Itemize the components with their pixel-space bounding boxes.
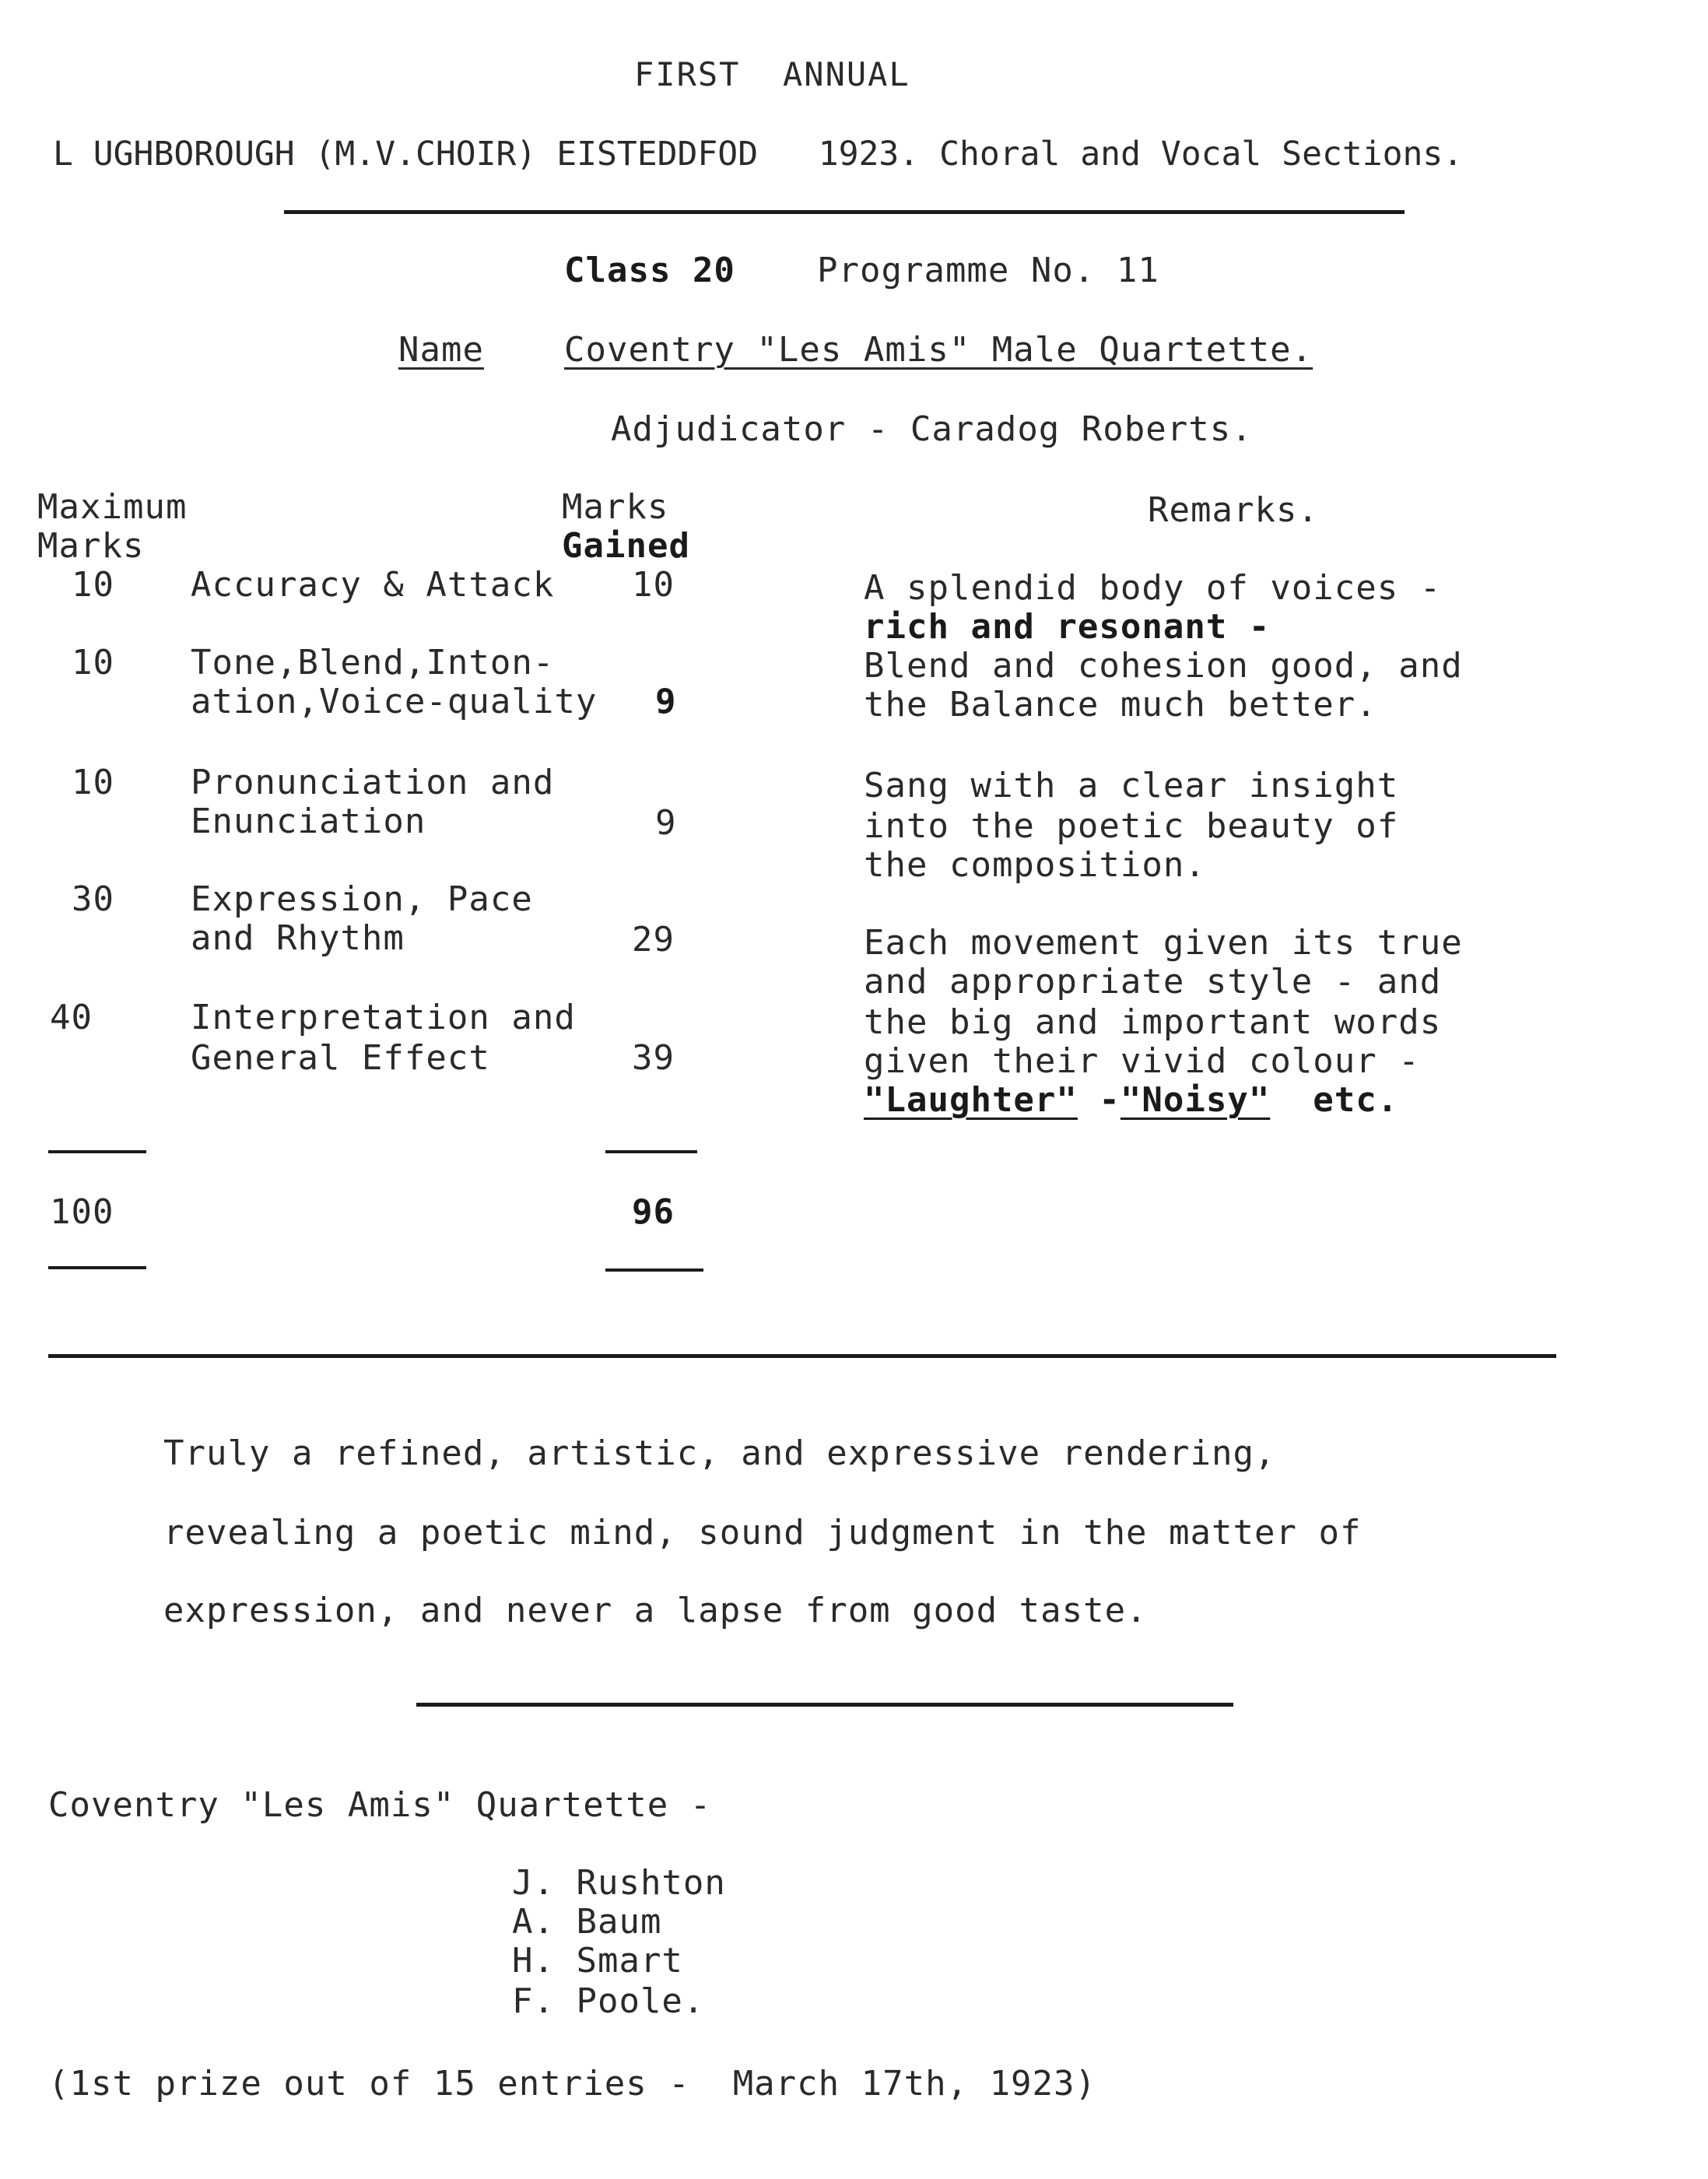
member-3: H. Smart <box>512 1941 683 1981</box>
row1-criterion: Accuracy & Attack <box>191 565 555 605</box>
name-value <box>564 330 1313 370</box>
member-4: F. Poole. <box>512 1981 705 2021</box>
row2-criterion-2: ation,Voice-quality <box>191 682 598 721</box>
member-2: A. Baum <box>512 1902 662 1942</box>
remark-sep: - <box>1077 1080 1121 1120</box>
col-remarks: Remarks. <box>1148 490 1319 530</box>
row2-gained: 9 <box>655 682 677 721</box>
col-maximum-2: Marks <box>37 526 145 566</box>
row3-remark-3: the composition. <box>864 845 1206 885</box>
summary-divider <box>416 1703 1233 1707</box>
row2-max: 10 <box>72 643 114 682</box>
row1-remark-1: A splendid body of voices - <box>864 568 1442 608</box>
header-divider <box>284 210 1405 214</box>
member-1: J. Rushton <box>512 1863 726 1903</box>
total-gained: 96 <box>632 1192 675 1232</box>
summary-line-1: Truly a refined, artistic, and expressive rendering, <box>163 1433 1276 1473</box>
row5-max: 40 <box>50 998 93 1037</box>
total-rule-max-bottom <box>48 1266 146 1269</box>
row1-max: 10 <box>72 565 114 605</box>
col-maximum-1: Maximum <box>37 487 188 527</box>
row3-criterion-1: Pronunciation and <box>191 763 555 802</box>
row5-criterion-2: General Effect <box>191 1038 490 1078</box>
row2-remark-2: the Balance much better. <box>864 685 1377 725</box>
programme-label: Programme No. 11 <box>817 251 1159 290</box>
row4-max: 30 <box>72 879 114 919</box>
col-gained-2: Gained <box>562 526 690 566</box>
summary-line-2: revealing a poetic mind, sound judgment in the matter of <box>163 1513 1362 1553</box>
section-divider <box>48 1354 1556 1358</box>
total-rule-gained-top <box>605 1150 697 1153</box>
name-label <box>398 330 484 370</box>
row1-gained: 10 <box>632 565 675 605</box>
remark-word-laughter: "Laughter" <box>864 1080 1078 1120</box>
row3-gained: 9 <box>655 803 677 843</box>
row4-gained: 29 <box>632 920 675 960</box>
summary-line-3: expression, and never a lapse from good taste. <box>163 1591 1148 1630</box>
row4-remark-2: and appropriate style - and <box>864 962 1442 1002</box>
total-max: 100 <box>50 1192 114 1232</box>
row4-criterion-2: and Rhythm <box>191 918 405 958</box>
row2-remark-1: Blend and cohesion good, and <box>864 646 1463 686</box>
entry-name: Coventry "Les Amis" Male Quartette. <box>564 330 1313 370</box>
class-label: Class 20 <box>564 251 735 290</box>
name-label-text: Name <box>398 330 484 370</box>
row4-criterion-1: Expression, Pace <box>191 879 533 919</box>
row4-remark-3: the big and important words <box>864 1002 1442 1042</box>
adjudicator: Adjudicator - Caradog Roberts. <box>611 409 1253 449</box>
footer-note: (1st prize out of 15 entries - March 17th, 1923) <box>48 2064 1097 2104</box>
total-rule-max-top <box>48 1150 146 1153</box>
row4-remark-4: given their vivid colour - <box>864 1041 1420 1081</box>
header-subtitle: L UGHBOROUGH (M.V.CHOIR) EISTEDDFOD 1923. Choral and Vocal Sections. <box>53 135 1464 174</box>
row5-criterion-1: Interpretation and <box>191 998 576 1037</box>
row3-remark-2: into the poetic beauty of <box>864 806 1399 846</box>
row5-gained: 39 <box>632 1038 675 1078</box>
row3-remark-1: Sang with a clear insight <box>864 766 1399 805</box>
col-gained-1: Marks <box>562 487 669 527</box>
header-title: FIRST ANNUAL <box>634 55 910 93</box>
row1-remark-2: rich and resonant - <box>864 607 1271 647</box>
row5-remark-last <box>864 1080 1398 1121</box>
row3-criterion-2: Enunciation <box>191 802 426 841</box>
remark-word-noisy: "Noisy" <box>1120 1080 1271 1120</box>
quartette-title: Coventry "Les Amis" Quartette - <box>48 1785 712 1825</box>
row2-criterion-1: Tone,Blend,Inton- <box>191 643 555 682</box>
row3-max: 10 <box>72 763 114 802</box>
remark-tail: etc. <box>1270 1080 1399 1120</box>
total-rule-gained-bottom <box>605 1268 703 1272</box>
row4-remark-1: Each movement given its true <box>864 923 1463 963</box>
